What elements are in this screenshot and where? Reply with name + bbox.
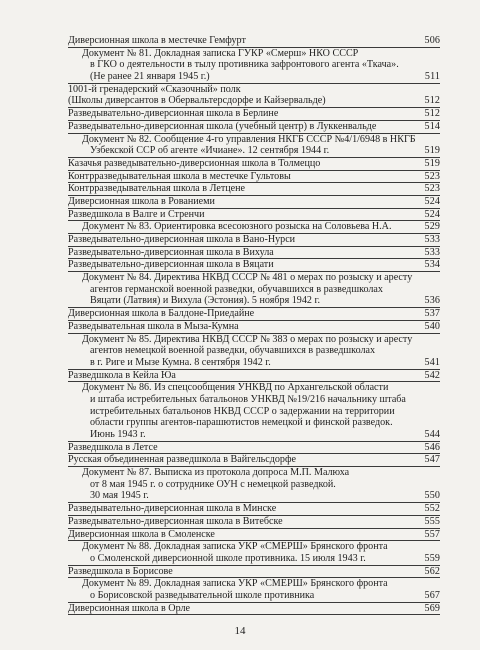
toc-entry [68, 84, 440, 108]
toc-entry-line [68, 95, 440, 107]
toc-page-number: 555 [424, 515, 440, 527]
toc-entry-line [68, 35, 440, 47]
toc-entry-title: Разведывательно-диверсионная школа в Берлине [68, 108, 279, 120]
toc-entry-title: Разведывательно-диверсионная школа в Вихула [68, 246, 274, 258]
toc-entry-title: области группы агентов-парашютистов немецкой и финской разведок. [90, 417, 393, 429]
toc-page-number: 533 [424, 246, 440, 258]
toc-entry-line [68, 108, 440, 120]
toc-entry-title: Разведывательно-диверсионная школа в Вяцати [68, 259, 274, 271]
toc-entry-line [68, 406, 440, 418]
toc-entry [68, 134, 440, 158]
toc-entry-line [68, 272, 440, 284]
toc-entry [68, 48, 440, 84]
toc-entry-line [68, 209, 440, 221]
toc-entry-title: о Борисовской разведывательной школе противника [90, 589, 315, 601]
toc-entry-title: Документ № 83. Ориентировка всесоюзного розыска на Соловьева Н.А. [82, 221, 392, 233]
toc-entry-line [68, 516, 440, 528]
toc-entry-line [68, 59, 440, 71]
toc-page-number: 533 [424, 234, 440, 245]
toc-entry-title: Документ № 85. Директива НКВД СССР № 383 о мерах по розыску и аресту [82, 333, 413, 345]
toc-page-number: 546 [424, 441, 440, 453]
toc-page-number: 559 [424, 552, 440, 564]
toc-page-number: 562 [424, 565, 440, 577]
toc-entry-title: Диверсионная школа в Балдоне-Приедайне [68, 308, 255, 320]
toc-entry [68, 370, 440, 383]
toc-entry-title: Июнь 1943 г. [90, 429, 146, 440]
toc-entry [68, 467, 440, 503]
toc-entry-line [68, 590, 440, 602]
toc-page-number: 506 [424, 35, 440, 46]
toc-entry-line [68, 84, 440, 96]
toc-entry-line [68, 566, 440, 578]
toc-entry-title: Разведшкола в Борисове [68, 565, 173, 577]
toc-entry-title: Разведывательно-диверсионная школа в Вано-Нурси [68, 234, 296, 245]
toc-entry-title: Контрразведывательная школа в Летцене [68, 183, 246, 195]
toc-entry-title: Документ № 84. Директива НКВД СССР № 481 о мерах по розыску и аресту [82, 272, 413, 284]
toc-page-number: 540 [424, 320, 440, 332]
toc-entry [68, 234, 440, 247]
toc-entry [68, 221, 440, 234]
toc-entry-title: Документ № 88. Докладная записка УКР «СМЕРШ» Брянского фронта [82, 541, 388, 553]
toc-entry-line [68, 234, 440, 246]
toc-entry-title: Разведшкола в Летсе [68, 441, 158, 453]
toc-page-number: 534 [424, 259, 440, 271]
toc-entry-line [68, 295, 440, 307]
toc-entry-title: Документ № 82. Сообщение 4-го управления НКГБ СССР №4/1/6948 в НКГБ [82, 133, 416, 145]
toc-entry-title: истребительных батальонов НКВД СССР о задержании на территории [90, 405, 395, 417]
toc-entry-title: в ГКО о деятельности в тылу противника зафронтового агента «Ткача». [90, 59, 399, 71]
toc-entry-line [68, 284, 440, 296]
toc-entry-title: Разведывательная школа в Мыза-Кумна [68, 320, 239, 332]
toc-entry [68, 442, 440, 455]
toc-page-number: 547 [424, 454, 440, 466]
toc-entry-line [68, 171, 440, 183]
toc-entry-line [68, 429, 440, 441]
toc-entry-line [68, 345, 440, 357]
toc-entry-title: Разведывательно-диверсионная школа в Минске [68, 503, 277, 515]
toc-entry [68, 196, 440, 209]
toc-entry-line [68, 490, 440, 502]
toc-entry-line [68, 247, 440, 259]
table-of-contents [0, 35, 480, 615]
toc-entry-title: 1001-й гренадерский «Сказочный» полк [68, 83, 241, 95]
toc-entry-title: в г. Риге и Мызе Кумна. 8 сентября 1942 г. [90, 356, 271, 368]
toc-entry [68, 209, 440, 222]
toc-entry-line [68, 145, 440, 157]
toc-entry-line [68, 221, 440, 233]
toc-entry-title: агентов немецкой военной разведки, обучавшихся в разведшколах [90, 345, 376, 357]
toc-entry-title: Документ № 86. Из спецсообщения УНКВД по Архангельской области [82, 382, 389, 394]
toc-page-number: 512 [424, 108, 440, 120]
toc-entry [68, 541, 440, 565]
toc-page-number: 523 [424, 170, 440, 182]
toc-page-number: 536 [424, 295, 440, 307]
toc-entry [68, 529, 440, 542]
toc-entry-title: Разведшкола в Кейла Юа [68, 369, 176, 381]
toc-entry-line [68, 134, 440, 146]
toc-entry-line [68, 121, 440, 133]
toc-entry [68, 259, 440, 272]
toc-entry-title: от 8 мая 1945 г. о сотруднике ОУН с немецкой разведкой. [90, 478, 336, 490]
toc-entry-title: Разведывательно-диверсионная школа в Витебске [68, 515, 283, 527]
toc-entry [68, 578, 440, 602]
toc-entry-title: Узбекской ССР об агенте «Ичиане». 12 сентября 1944 г. [90, 145, 330, 157]
toc-entry-title: Диверсионная школа в местечке Гемфурт [68, 35, 246, 46]
toc-entry-title: Документ № 87. Выписка из протокола допроса М.П. Малюха [82, 467, 350, 479]
toc-entry-title: Документ № 89. Докладная записка УКР «СМЕРШ» Брянского фронта [82, 578, 388, 590]
toc-entry-line [68, 529, 440, 541]
toc-page-number: 569 [424, 602, 440, 614]
toc-entry-title: Диверсионная школа в Смоленске [68, 528, 215, 540]
toc-page-number: 524 [424, 208, 440, 220]
toc-page-number: 519 [424, 145, 440, 157]
toc-page-number: 550 [424, 490, 440, 502]
toc-entry-title: Документ № 81. Докладная записка ГУКР «Смерш» НКО СССР [82, 47, 359, 59]
toc-entry-title: Русская объединенная разведшкола в Вайгельсдорфе [68, 454, 296, 466]
toc-entry-line [68, 308, 440, 320]
toc-entry [68, 158, 440, 171]
toc-entry-title: Разведывательно-диверсионная школа (учебный центр) в Луккенвальде [68, 120, 377, 132]
toc-entry [68, 566, 440, 579]
toc-entry-line [68, 370, 440, 382]
toc-entry-line [68, 394, 440, 406]
toc-page-number: 512 [424, 95, 440, 107]
toc-entry-line [68, 503, 440, 515]
toc-entry [68, 171, 440, 184]
toc-entry [68, 516, 440, 529]
toc-entry [68, 382, 440, 441]
toc-entry [68, 247, 440, 260]
toc-entry-line [68, 454, 440, 466]
toc-page-number: 541 [424, 356, 440, 368]
page-number: 14 [234, 625, 246, 637]
toc-entry [68, 35, 440, 48]
toc-page-number: 552 [424, 503, 440, 515]
toc-entry-title: (Школы диверсантов в Обервальтерсдорфе и Кайзервальде) [68, 95, 326, 107]
toc-entry-line [68, 321, 440, 333]
toc-page-number: 523 [424, 183, 440, 195]
toc-entry-title: Вяцати (Латвия) и Вихула (Эстония). 5 ноября 1942 г. [90, 295, 320, 307]
toc-entry [68, 454, 440, 467]
toc-page-number: 514 [424, 120, 440, 132]
toc-entry-title: Разведшкола в Валге и Стренчи [68, 208, 205, 220]
toc-entry-line [68, 553, 440, 565]
toc-entry-title: Контрразведывательная школа в местечке Гультовы [68, 170, 291, 182]
toc-entry [68, 603, 440, 616]
toc-entry-line [68, 467, 440, 479]
toc-entry-line [68, 541, 440, 553]
toc-entry-title: Диверсионная школа в Орле [68, 602, 191, 614]
toc-page-number: 557 [424, 528, 440, 540]
toc-page-number: 542 [424, 369, 440, 381]
toc-entry [68, 503, 440, 516]
toc-page-number: 529 [424, 221, 440, 233]
toc-entry [68, 334, 440, 370]
toc-page-number: 544 [424, 429, 440, 440]
toc-entry [68, 183, 440, 196]
toc-entry [68, 321, 440, 334]
toc-entry-line [68, 259, 440, 271]
toc-entry-title: о Смоленской диверсионной школе противника. 15 июля 1943 г. [90, 552, 366, 564]
toc-page-number: 567 [424, 589, 440, 601]
toc-entry-line [68, 479, 440, 491]
toc-entry-title: 30 мая 1945 г. [90, 490, 149, 502]
toc-entry-line [68, 382, 440, 394]
toc-page-number: 524 [424, 195, 440, 207]
toc-entry [68, 121, 440, 134]
toc-entry-title: Казачья разведывательно-диверсионная школа в Толмеццо [68, 157, 321, 169]
toc-page-number: 537 [424, 308, 440, 320]
toc-entry-title: агентов германской военной разведки, обучавшихся в разведшколах [90, 283, 383, 295]
toc-page-number: 511 [424, 71, 440, 83]
toc-entry-title: Диверсионная школа в Рованиеми [68, 195, 215, 207]
toc-entry-line [68, 357, 440, 369]
toc-entry [68, 108, 440, 121]
toc-entry-title: и штаба истребительных батальонов УНКВД №19/216 начальнику штаба [90, 393, 406, 405]
toc-entry-line [68, 48, 440, 60]
toc-entry-line [68, 158, 440, 170]
toc-page-number: 519 [424, 157, 440, 169]
toc-entry-line [68, 603, 440, 615]
toc-entry-line [68, 442, 440, 454]
toc-entry [68, 272, 440, 308]
toc-entry-line [68, 334, 440, 346]
toc-entry-line [68, 71, 440, 83]
toc-entry-title: (Не ранее 21 января 1945 г.) [90, 71, 210, 83]
toc-entry-line [68, 578, 440, 590]
toc-entry [68, 308, 440, 321]
toc-entry-line [68, 417, 440, 429]
toc-entry-line [68, 196, 440, 208]
toc-entry-line [68, 183, 440, 195]
